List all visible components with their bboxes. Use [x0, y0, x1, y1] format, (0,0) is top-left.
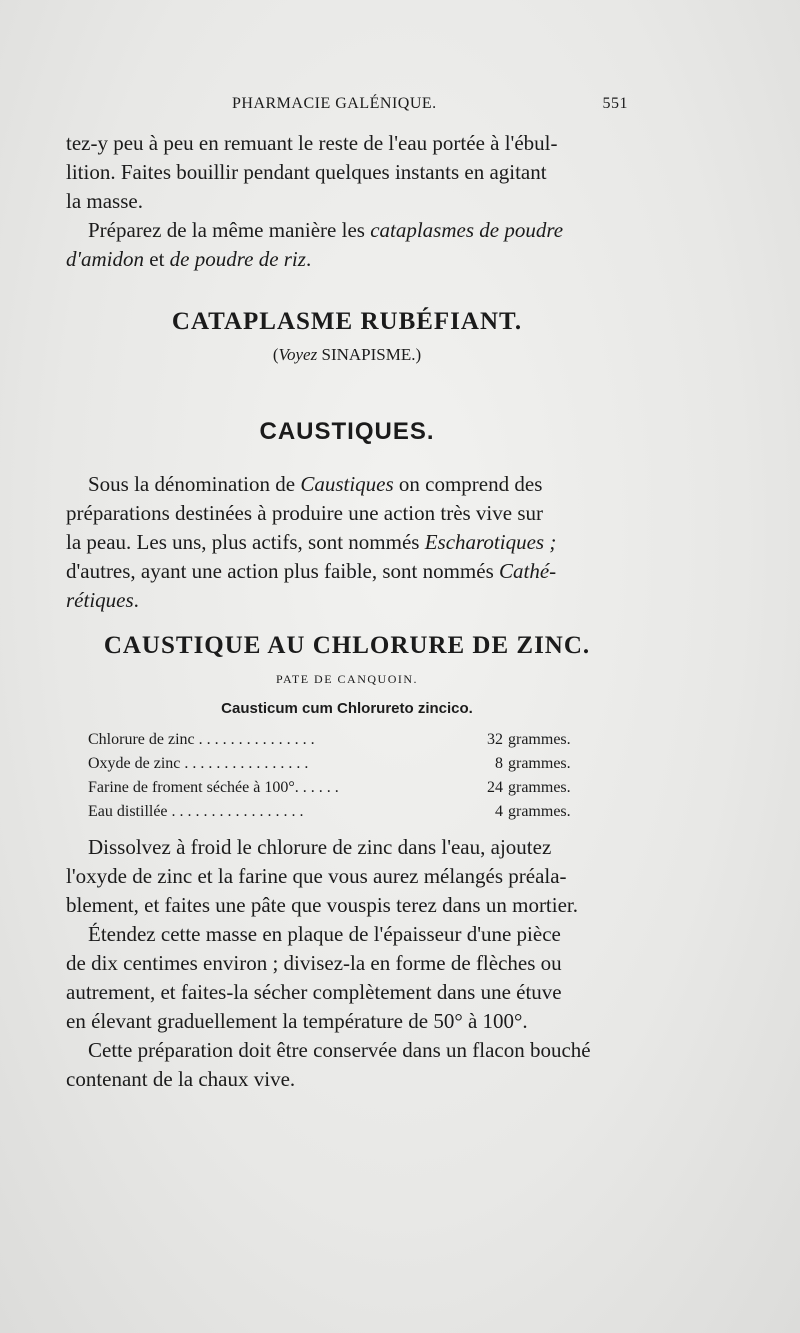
text-run: . — [305, 247, 312, 271]
text-run: . — [133, 588, 139, 612]
caustiques-paragraph — [66, 470, 628, 615]
emphasis-text: Cathé- — [499, 559, 557, 583]
text-line: préparations destinées à produire une action très vive sur — [66, 501, 544, 525]
text-run: la peau. Les uns, plus actifs, sont nommés — [66, 530, 425, 554]
text-run: SINAPISME.) — [317, 345, 422, 364]
text-line — [66, 470, 628, 499]
list-item — [88, 728, 588, 752]
text-line — [66, 586, 628, 615]
list-item — [88, 800, 588, 824]
text-line — [66, 528, 628, 557]
ingredient-name: Chlorure de zinc . . . . . . . . . . . . . . . — [88, 731, 315, 748]
emphasis-text: d'amidon — [66, 247, 144, 271]
running-header — [66, 95, 628, 117]
emphasis-text: cataplasmes de poudre — [370, 218, 564, 242]
text-line: contenant de la chaux vive. — [66, 1067, 296, 1091]
instructions-paragraph — [66, 833, 628, 1094]
text-line: tez-y peu à peu en remuant le reste de l'eau portée à l'ébul- — [66, 131, 558, 155]
list-item — [88, 752, 588, 776]
emphasis-text: de poudre de riz — [169, 247, 306, 271]
ingredient-unit: grammes. — [508, 803, 571, 820]
emphasis-text: Voyez — [278, 345, 318, 364]
text-line: la masse. — [66, 189, 143, 213]
ingredient-quantity: 24 — [487, 779, 503, 796]
list-item — [88, 776, 588, 800]
text-line: Étendez cette masse en plaque de l'épaisseur d'une pièce — [88, 922, 561, 946]
text-run: Préparez de la même manière les — [88, 218, 371, 242]
text-line — [66, 245, 628, 274]
text-line: blement, et faites une pâte que vouspis terez dans un mortier. — [66, 893, 579, 917]
text-run: Sous la dénomination de — [88, 472, 301, 496]
section-heading-caustiques: CAUSTIQUES. — [259, 418, 435, 445]
emphasis-text: Escharotiques ; — [424, 530, 557, 554]
text-line — [66, 216, 628, 245]
section-heading-cataplasme: CATAPLASME RUBÉFIANT. — [171, 308, 523, 335]
preparation-paragraph — [66, 216, 628, 274]
ingredient-name: Eau distillée . . . . . . . . . . . . . . . . . — [88, 803, 304, 820]
running-header-title: PHARMACIE GALÉNIQUE. — [232, 95, 437, 112]
cross-reference — [66, 345, 628, 365]
text-run: ( — [272, 345, 279, 364]
text-line: l'oxyde de zinc et la farine que vous aurez mélangés préala- — [66, 864, 567, 888]
ingredient-unit: grammes. — [508, 755, 571, 772]
text-run: et — [144, 247, 170, 271]
section-heading-chlorure: CAUSTIQUE AU CHLORURE DE ZINC. — [103, 632, 591, 659]
ingredient-name: Oxyde de zinc . . . . . . . . . . . . . . . . — [88, 755, 309, 772]
ingredient-quantity: 32 — [487, 731, 503, 748]
emphasis-text: rétiques — [66, 588, 134, 612]
ingredient-name: Farine de froment séchée à 100°. . . . . . — [88, 779, 339, 796]
text-line: de dix centimes environ ; divisez-la en forme de flèches ou — [66, 951, 562, 975]
ingredient-quantity: 8 — [495, 755, 503, 772]
text-line — [66, 557, 628, 586]
page-number: 551 — [602, 95, 628, 112]
ingredient-quantity: 4 — [495, 803, 503, 820]
recipe-list — [88, 728, 588, 824]
intro-paragraph — [66, 129, 628, 216]
text-line: lition. Faites bouillir pendant quelques instants en agitant — [66, 160, 547, 184]
text-run: on comprend des — [393, 472, 543, 496]
text-line: Cette préparation doit être conservée dans un flacon bouché — [88, 1038, 591, 1062]
ingredient-unit: grammes. — [508, 731, 571, 748]
section-subtitle: PATE DE CANQUOIN. — [275, 672, 419, 686]
ingredient-unit: grammes. — [508, 779, 571, 796]
text-line: autrement, et faites-la sécher complètement dans une étuve — [66, 980, 562, 1004]
text-line: Dissolvez à froid le chlorure de zinc dans l'eau, ajoutez — [88, 835, 552, 859]
text-run: d'autres, ayant une action plus faible, sont nommés — [66, 559, 500, 583]
text-line: en élevant graduellement la température de 50° à 100°. — [66, 1009, 528, 1033]
emphasis-text: Caustiques — [300, 472, 394, 496]
latin-name: Causticum cum Chlorureto zincico. — [221, 700, 473, 717]
